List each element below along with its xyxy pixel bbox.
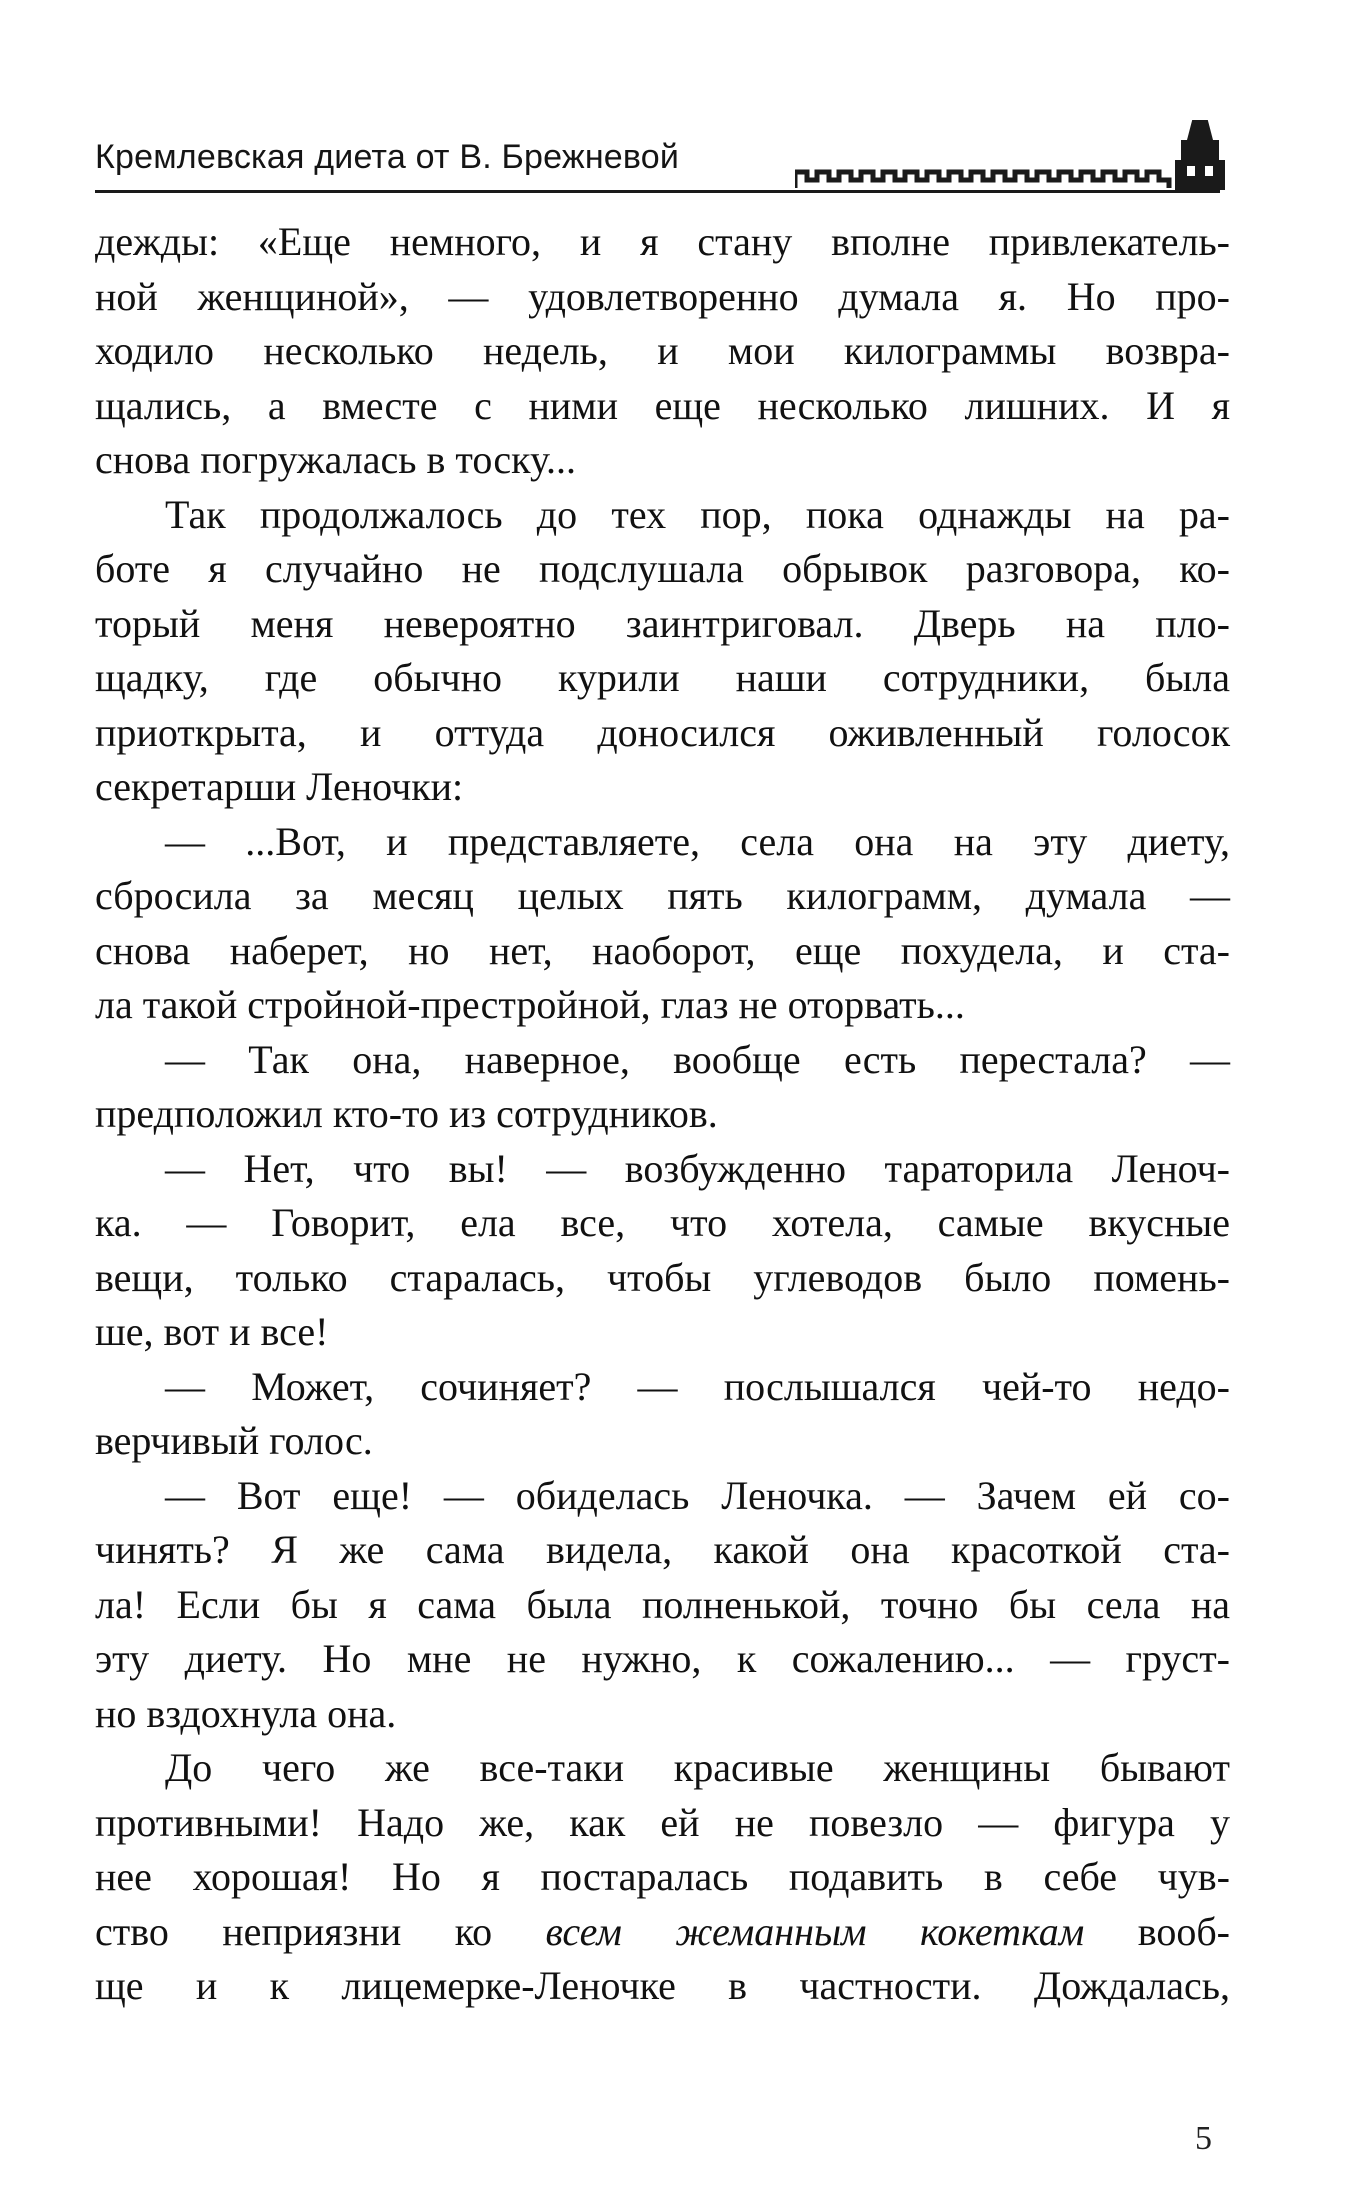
text-line: — Вот еще! — обиделась Леночка. — Зачем ей со- <box>165 1472 1230 1518</box>
kremlin-tower-icon <box>795 120 1245 200</box>
text-line: ной женщиной», — удовлетворенно думала я. Но про- <box>95 273 1230 319</box>
text-line: торый меня невероятно заинтриговал. Дверь на пло- <box>95 600 1230 646</box>
text-line: сбросила за месяц целых пять килограмм, думала — <box>95 873 1230 918</box>
text-line: — Так она, наверное, вообще есть перестала? — <box>165 1036 1230 1082</box>
text-line: ходило несколько недель, и мои килограммы возвра- <box>95 328 1230 373</box>
text-line: вещи, только старалась, чтобы углеводов было помень- <box>95 1254 1230 1300</box>
text-line: боте я случайно не подслушала обрывок разговора, ко- <box>95 546 1230 591</box>
text-line: верчивый голос. <box>95 1418 373 1463</box>
body-text <box>95 215 1230 2014</box>
text-line: приоткрыта, и оттуда доносился оживленный голосок <box>95 709 1230 755</box>
text-line: дежды: «Еще немного, и я стану вполне привлекатель- <box>95 219 1230 264</box>
paragraph-6 <box>95 1360 1230 1469</box>
text-line: эту диету. Но мне не нужно, к сожалению... — груст- <box>95 1636 1230 1681</box>
text-line: щадку, где обычно курили наши сотрудники, была <box>95 655 1230 700</box>
paragraph-5 <box>95 1142 1230 1360</box>
italic-emphasis: всем жеманным кокеткам <box>545 1908 1085 1954</box>
text-line: чинять? Я же сама видела, какой она красоткой ста- <box>95 1527 1230 1572</box>
text-line: секретарши Леночки: <box>95 764 464 809</box>
text-line: противными! Надо же, как ей не повезло — фигура у <box>95 1799 1230 1845</box>
text-line: ще и к лицемерке-Леночке в частности. Дождалась, <box>95 1963 1230 2008</box>
text-line: ше, вот и все! <box>95 1309 329 1354</box>
paragraph-2 <box>95 488 1230 815</box>
text-line: нее хорошая! Но я постаралась подавить в себе чув- <box>95 1854 1230 1899</box>
text-line: ла такой стройной-престройной, глаз не оторвать... <box>95 982 965 1027</box>
text-line: — Нет, что вы! — возбужденно тараторила Леноч- <box>165 1145 1230 1191</box>
text-line: ка. — Говорит, ела все, что хотела, самые вкусные <box>95 1200 1230 1245</box>
text-line: но вздохнула она. <box>95 1690 397 1736</box>
page-header <box>95 120 1245 210</box>
text-line: ла! Если бы я сама была полненькой, точно бы села на <box>95 1581 1230 1627</box>
paragraph-4 <box>95 1033 1230 1142</box>
text-line-with-italic <box>95 1905 1230 1960</box>
paragraph-7 <box>95 1469 1230 1742</box>
text-line: — Может, сочиняет? — послышался чей-то недо- <box>165 1363 1230 1409</box>
paragraph-1 <box>95 215 1230 488</box>
running-title: Кремлевская диета от В. Брежневой <box>95 138 680 176</box>
paragraph-8 <box>95 1741 1230 2014</box>
paragraph-3 <box>95 815 1230 1033</box>
text-line: — ...Вот, и представляете, села она на эту диету, <box>165 818 1230 864</box>
text-line: снова погружалась в тоску... <box>95 437 576 482</box>
text-line: Так продолжалось до тех пор, пока однажды на ра- <box>165 491 1230 537</box>
text-line: щались, а вместе с ними еще несколько лишних. И я <box>95 382 1230 428</box>
text-fragment: вооб- <box>1084 1908 1230 1954</box>
text-line: предположил кто-то из сотрудников. <box>95 1091 718 1136</box>
text-fragment: ство неприязни ко <box>95 1908 546 1954</box>
text-line: До чего же все-таки красивые женщины бывают <box>165 1745 1230 1790</box>
page-number: 5 <box>1195 2120 1212 2157</box>
text-line: снова наберет, но нет, наоборот, еще похудела, и ста- <box>95 927 1230 973</box>
